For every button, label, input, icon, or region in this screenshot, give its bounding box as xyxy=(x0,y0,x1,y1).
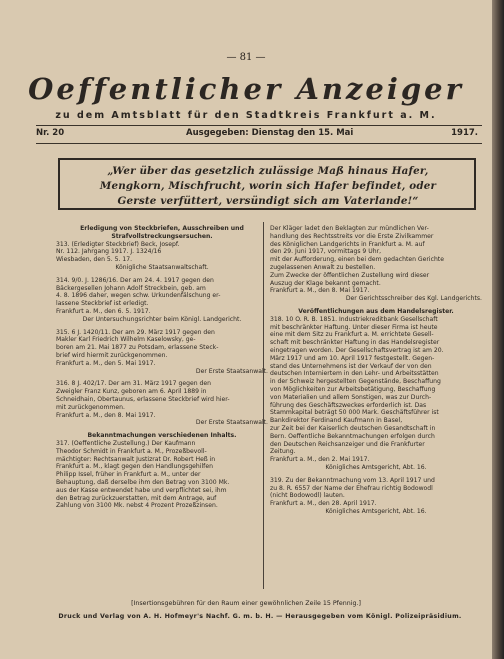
text-line: zu 8. R. 6557 der Name der Ehefrau richtig Bodowodl xyxy=(270,484,433,492)
bottom-rule xyxy=(36,143,482,144)
issue-bar xyxy=(36,128,482,142)
text-line: Frankfurt a. M., klagt gegen den Handlungsgehilfen xyxy=(56,463,213,471)
text-line: Behauptung, daß derselbe ihm den Betrag von 3100 Mk. xyxy=(56,478,230,486)
text-line: 4. 8. 1896 daher, wegen schw. Urkundenfälschung er- xyxy=(56,292,221,300)
text-line: 319. Zu der Bekanntmachung vom 13. April 1917 und xyxy=(270,476,435,484)
text-line: schaft mit beschränkter Haftung in das Handelsregister xyxy=(270,339,440,347)
top-rule xyxy=(36,125,482,126)
section-heading: Strafvollstreckungsersuchen. xyxy=(111,232,213,240)
text-line: zugelassenen Anwalt zu bestellen. xyxy=(270,263,376,271)
text-line: führung des Geschäftszweckes erforderlich ist. Das xyxy=(270,401,427,409)
text-line: 318. 10 O. R. B. 1851. Industriekreditbank Gesellschaft xyxy=(270,315,438,323)
text-line: 316. 8 J. 402/17. Der am 31. März 1917 gegen den xyxy=(56,380,212,388)
text-line: 317. (Oeffentliche Zustellung.) Der Kaufmann xyxy=(56,439,196,447)
section-heading: Veröffentlichungen aus dem Handelsregister. xyxy=(298,307,454,315)
text-line: mit zurückgenommen. xyxy=(56,403,125,411)
text-line: eingetragen worden. Der Gesellschaftsvertrag ist am 20. xyxy=(270,346,444,354)
notice-box xyxy=(58,158,476,210)
text-line: Frankfurt a. M., den 2. Mai 1917. xyxy=(270,456,370,464)
text-line: (nicht Bodowodl) lauten. xyxy=(270,492,345,500)
issue-year: 1917. xyxy=(451,128,478,138)
book-binding-edge xyxy=(492,0,504,659)
text-line: Der Untersuchungsrichter beim Königl. Landgericht. xyxy=(82,315,242,323)
text-line: Königliches Amtsgericht, Abt. 16. xyxy=(325,507,427,515)
text-line: Bern. Oeffentliche Bekanntmachungen erfolgen durch xyxy=(270,432,435,440)
text-line: den 29. Juni 1917, vormittags 9 Uhr, xyxy=(270,248,382,256)
text-line: Der Erste Staatsanwalt. xyxy=(195,419,268,427)
text-line: Frankfurt a. M., den 5. Mai 1917. xyxy=(56,359,156,367)
text-line: Zeitung. xyxy=(270,448,296,456)
text-line: handlung des Rechtsstreits vor die Erste Zivilkammer xyxy=(270,232,434,240)
text-line: den Deutschen Reichsanzeiger und die Frankfurter xyxy=(270,440,425,448)
notice-line: Mengkorn, Mischfrucht, worin sich Hafer befindet, oder xyxy=(99,180,437,192)
text-line: Makler Karl Friedrich Wilhelm Kaselowsky, ge- xyxy=(56,336,196,344)
masthead-title: Oeffentlicher Anzeiger xyxy=(28,72,464,106)
text-line: Der Gerichtsschreiber des Kgl. Landgerichts. xyxy=(345,295,482,303)
text-line: Bankdirektor Ferdinand Kaufmann in Basel, xyxy=(270,417,403,425)
text-line: Bäckergesellen Johann Adolf Streckbein, geb. am xyxy=(56,284,206,292)
text-line: Frankfurt a. M., den 28. April 1917. xyxy=(270,500,377,508)
text-line: Frankfurt a. M., den 6. 5. 1917. xyxy=(56,307,151,315)
issue-number: Nr. 20 xyxy=(36,128,65,138)
section-heading: Erledigung von Steckbriefen, Ausschreiben und xyxy=(80,225,244,232)
section-heading: Bekanntmachungen verschiedenen Inhalts. xyxy=(87,432,237,440)
text-line: 314. 9/0. J. 1286/16. Der am 24. 4. 1917 gegen den xyxy=(56,276,214,284)
text-line: den Betrag zurückzuerstatten, mit dem Antrage, auf xyxy=(56,494,217,502)
text-line: Stammkapital beträgt 50 000 Mark. Geschäftsführer ist xyxy=(270,409,439,417)
text-line: Wiesbaden, den 5. 5. 17. xyxy=(56,256,133,264)
text-line: Zahlung von 3100 Mk. nebst 4 Prozent Prozeßzinsen. xyxy=(56,502,218,510)
issue-date: Ausgegeben: Dienstag den 15. Mai xyxy=(186,128,354,138)
text-line: Schneidhain, Obertaunus, erlassene Steckbrief wird hier- xyxy=(56,395,230,403)
text-line: Königliches Amtsgericht, Abt. 16. xyxy=(325,463,427,471)
text-line: von Möglichkeiten zur Arbeitsbetätigung, Beschaffung xyxy=(270,385,436,393)
text-line: Zum Zwecke der öffentlichen Zustellung wird dieser xyxy=(270,271,430,279)
masthead-subtitle: zu dem Amtsblatt für den Stadtkreis Frankfurt a. M. xyxy=(55,110,437,121)
imprint: Druck und Verlag von A. H. Hofmeyr's Nachf. G. m. b. H. — Herausgegeben vom Königl. Polizeipräsidium. xyxy=(58,613,462,620)
notice-line: Gerste verfüttert, versündigt sich am Vaterlande!“ xyxy=(117,195,419,207)
text-line: lassene Steckbrief ist erledigt. xyxy=(56,300,149,308)
text-line: brief wird hiermit zurückgenommen. xyxy=(56,351,168,359)
page-number: — 81 — xyxy=(226,52,266,63)
text-line: stand des Unternehmens ist der Verkauf der von den xyxy=(270,362,432,370)
text-line: deutschen Interniertem in den Lehr- und Arbeitsstätten xyxy=(270,370,439,378)
text-line: aus der Kasse entwendet habe und verpflichtet sei, ihm xyxy=(56,486,227,494)
text-line: Zweigler Franz Kunz, geboren am 6. April 1889 in xyxy=(56,388,207,396)
text-line: Der Kläger ladet den Beklagten zur mündlichen Ver- xyxy=(270,225,429,232)
column-divider xyxy=(263,222,264,589)
text-line: März 1917 und am 10. April 1917 festgestellt. Gegen- xyxy=(270,354,435,362)
text-line: von Materialien und allem Sonstigen, was zur Durch- xyxy=(270,393,432,401)
text-line: Der Erste Staatsanwalt. xyxy=(195,367,268,375)
text-line: boren am 21. Mai 1877 zu Potsdam, erlassene Steck- xyxy=(56,344,219,352)
notice-line: „Wer über das gesetzlich zulässige Maß hinaus Hafer, xyxy=(107,165,429,177)
text-line: des Königlichen Landgerichts in Frankfurt a. M. auf xyxy=(270,240,425,248)
text-line: Auszug der Klage bekannt gemacht. xyxy=(270,279,381,287)
text-line: mit der Aufforderung, einen bei dem gedachten Gerichte xyxy=(270,256,444,264)
text-line: Frankfurt a. M., den 8. Mai 1917. xyxy=(270,287,370,295)
text-line: Frankfurt a. M., den 8. Mai 1917. xyxy=(56,411,156,419)
text-line: Nr. 112. Jahrgang 1917. J. 1324/16 xyxy=(56,248,162,256)
text-line: in der Schweiz hergestellten Gegenstände, Beschaffung xyxy=(270,378,441,386)
insertion-fee-note: [Insertionsgebühren für den Raum einer gewöhnlichen Zeile 15 Pfennig.] xyxy=(131,600,361,607)
text-line: eine mit dem Sitz zu Frankfurt a. M. errichtete Gesell- xyxy=(270,331,434,339)
text-line: Theodor Schmidt in Frankfurt a. M., Prozeßbevoll- xyxy=(56,447,207,455)
text-line: mit beschränkter Haftung. Unter dieser Firma ist heute xyxy=(270,323,438,331)
left-column xyxy=(56,225,268,510)
text-line: 313. (Erledigter Steckbrief) Beck, Josepf. xyxy=(56,240,180,248)
text-line: Königliche Staatsanwaltschaft. xyxy=(115,263,209,271)
text-line: zur Zeit bei der Kaiserlich deutschen Gesandtschaft in xyxy=(270,424,436,432)
text-line: Philipp Issel, früher in Frankfurt a. M., unter der xyxy=(56,471,201,479)
text-line: mächtigter: Rechtsanwalt Justizrat Dr. Robert Heß in xyxy=(56,455,216,463)
right-column xyxy=(270,225,482,516)
text-line: 315. 6 J. 1420/11. Der am 29. März 1917 gegen den xyxy=(56,328,215,336)
